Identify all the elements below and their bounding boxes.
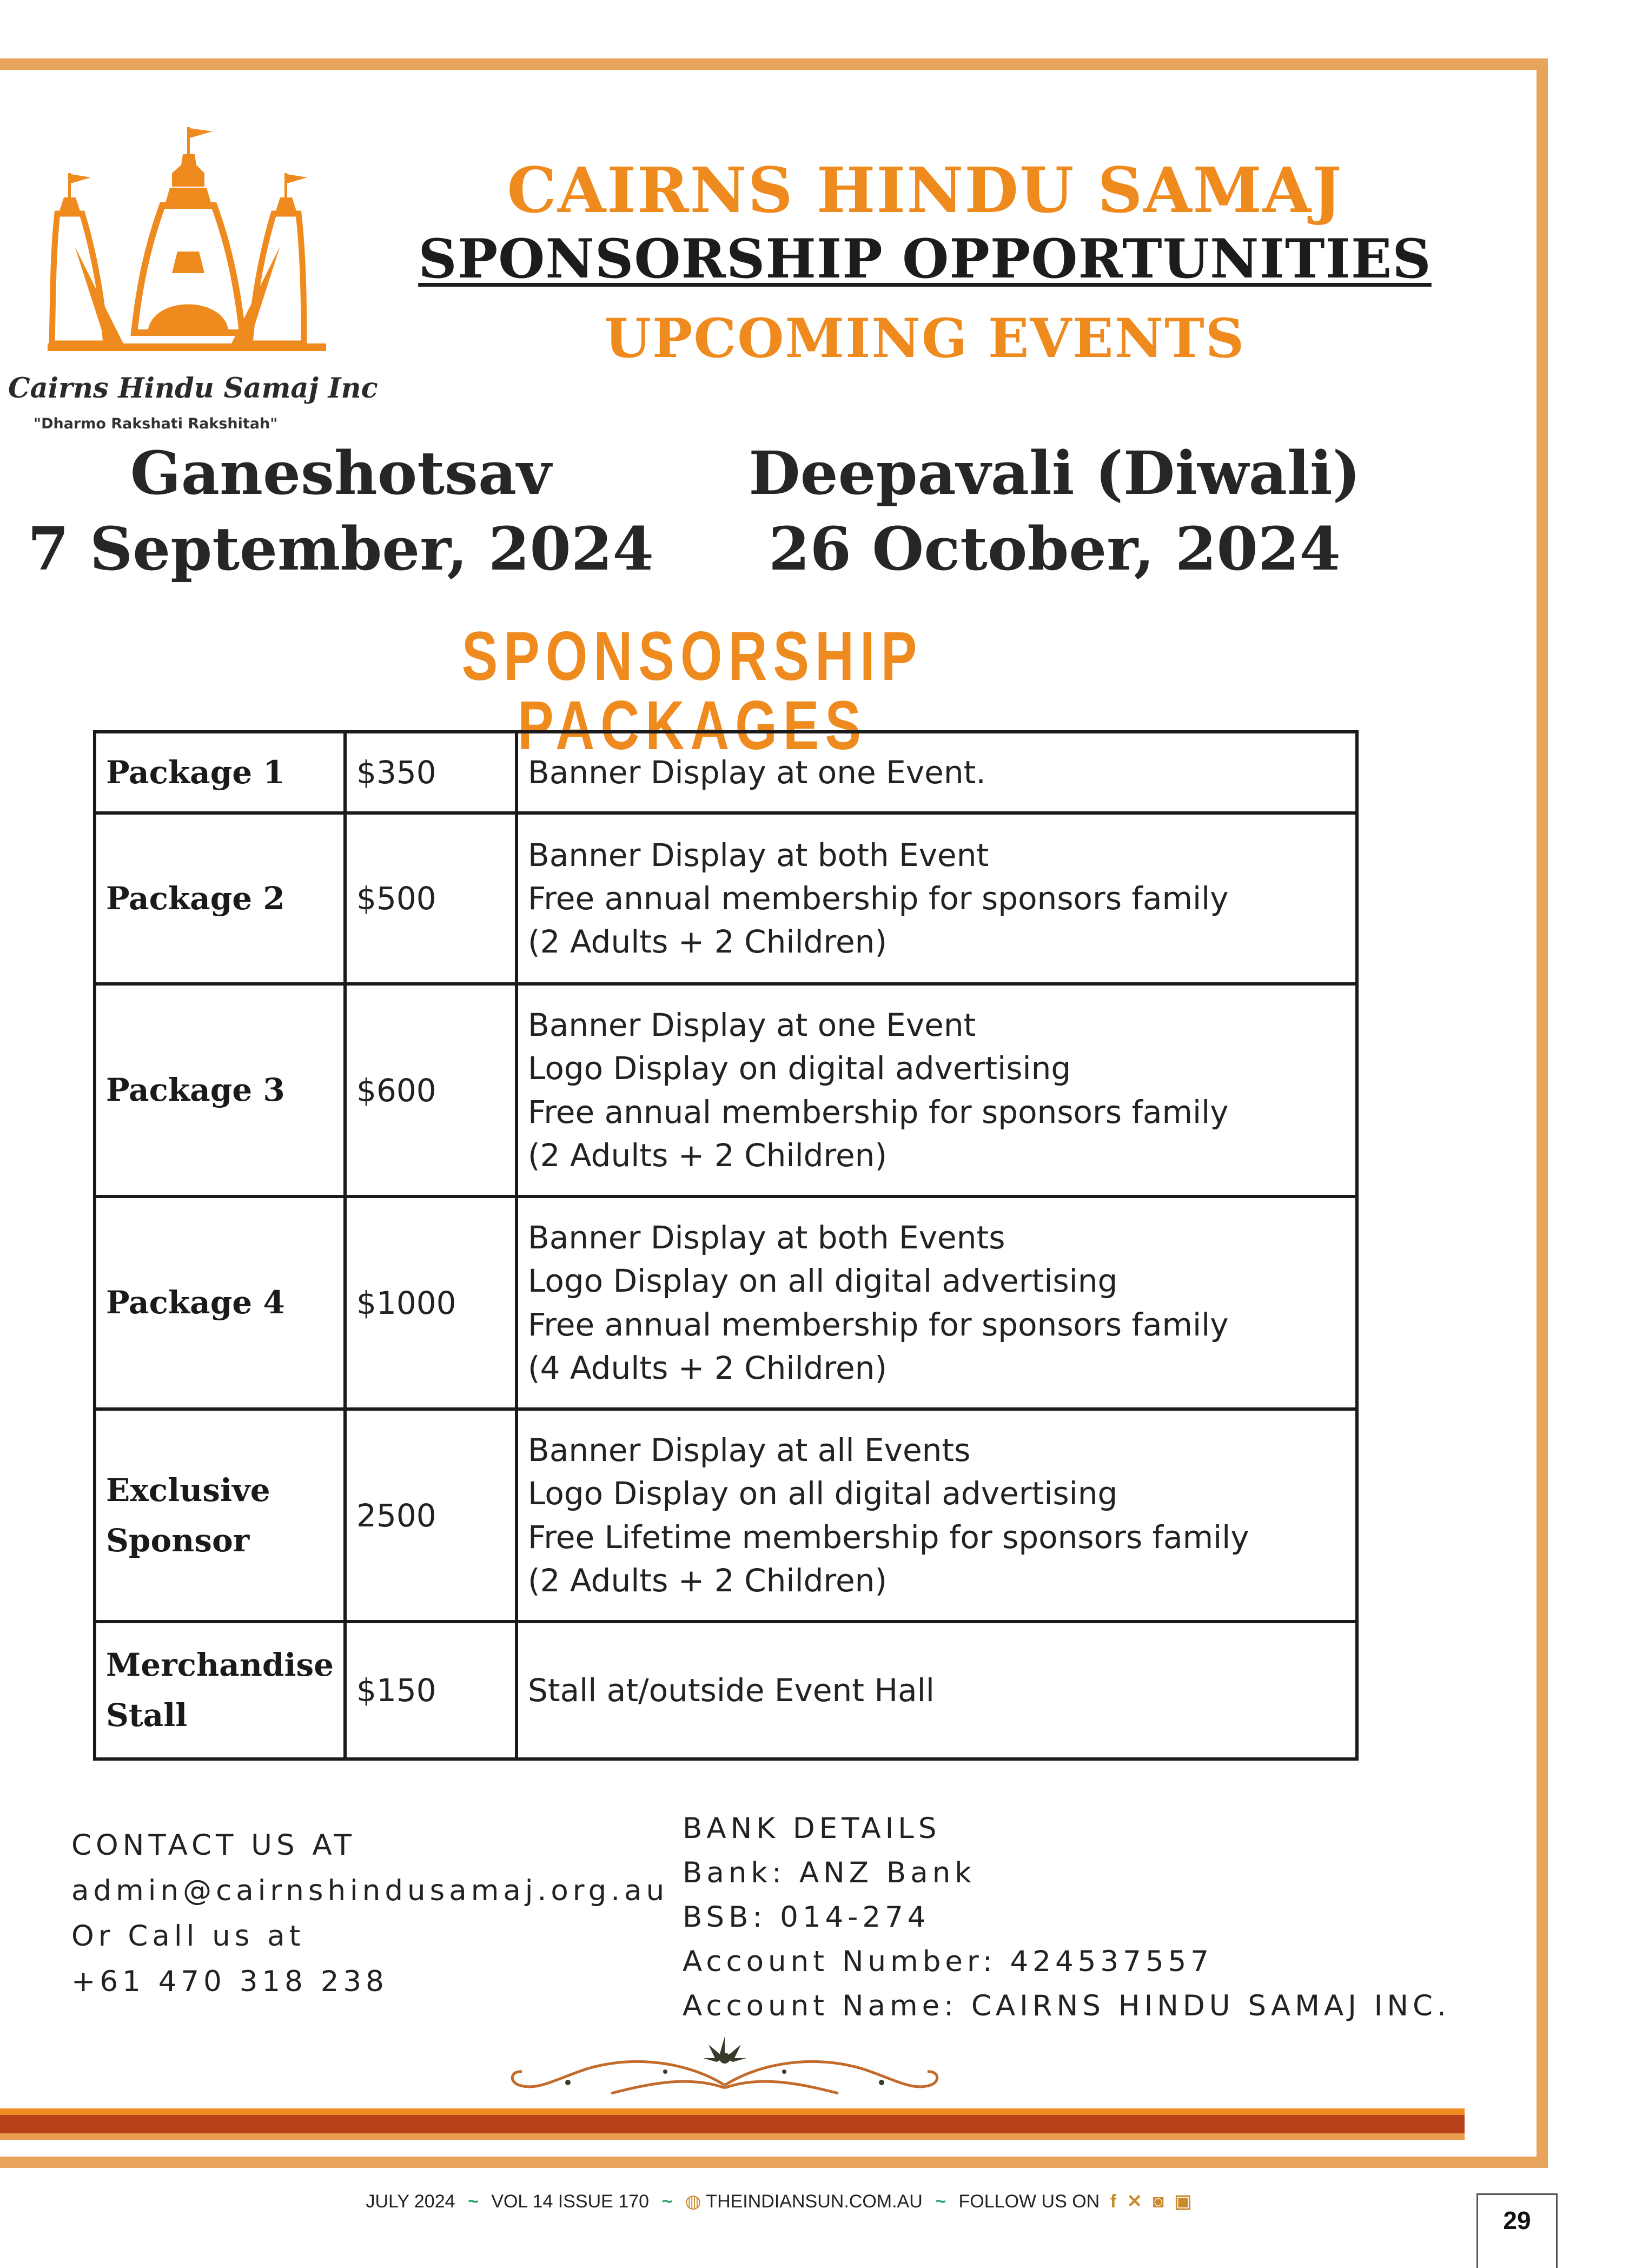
footer-site[interactable]: THEINDIANSUN.COM.AU: [706, 2191, 923, 2212]
contact-email[interactable]: admin@cairnshindusamaj.org.au: [71, 1874, 669, 1907]
org-heading: CAIRNS HINDU SAMAJ: [507, 154, 1343, 227]
package-name: Merchandise Stall: [95, 1622, 345, 1759]
package-feature: Stall at/outside Event Hall: [528, 1671, 935, 1709]
package-feature: Banner Display at all Events: [528, 1432, 971, 1469]
package-feature: Free Lifetime membership for sponsors family: [528, 1518, 1249, 1556]
youtube-icon[interactable]: ▣: [1174, 2191, 1192, 2212]
package-description: [516, 984, 1357, 1196]
page-number: 29: [1476, 2193, 1558, 2268]
package-feature: Free annual membership for sponsors family: [528, 1093, 1229, 1130]
logo-motto: "Dharmo Rakshati Rakshitah": [34, 415, 278, 432]
package-price: $1000: [345, 1196, 516, 1409]
page-title: SPONSORSHIP OPPORTUNITIES: [418, 228, 1432, 290]
packages-heading: SPONSORSHIP PACKAGES: [461, 618, 923, 764]
package-name: Package 1: [95, 732, 345, 813]
contact-phone[interactable]: +61 470 318 238: [71, 1965, 388, 1998]
packages-table: [93, 730, 1359, 1761]
contact-heading: CONTACT US AT: [71, 1829, 356, 1862]
package-name: Exclusive Sponsor: [95, 1409, 345, 1622]
facebook-icon[interactable]: f: [1110, 2191, 1117, 2212]
logo-name: Cairns Hindu Samaj Inc: [8, 372, 378, 405]
event-ganeshotsav: [22, 438, 660, 584]
contact-block: [71, 1823, 668, 2005]
magazine-footer: [0, 2191, 1558, 2212]
footer-follow: FOLLOW US ON: [958, 2191, 1100, 2212]
ornament-divider-icon: [503, 2034, 946, 2115]
event-date: 26 October, 2024: [769, 514, 1341, 584]
bank-account-name: Account Name: CAIRNS HINDU SAMAJ INC.: [683, 1989, 1451, 2022]
package-feature: (2 Adults + 2 Children): [528, 1562, 888, 1599]
package-description: [516, 732, 1357, 813]
table-row: [95, 732, 1357, 813]
table-row: [95, 1622, 1357, 1759]
package-name: Package 2: [95, 813, 345, 984]
package-feature: Banner Display at one Event: [528, 1007, 976, 1044]
temple-logo-icon: [42, 122, 332, 360]
table-row: [95, 1196, 1357, 1409]
package-name: Package 4: [95, 1196, 345, 1409]
footer-issue: JULY 2024: [366, 2191, 455, 2212]
package-price: 2500: [345, 1409, 516, 1622]
table-row: [95, 1409, 1357, 1622]
package-price: $500: [345, 813, 516, 984]
bank-heading: BANK DETAILS: [683, 1812, 941, 1845]
x-icon[interactable]: ✕: [1127, 2191, 1142, 2212]
package-feature: Logo Display on digital advertising: [528, 1050, 1071, 1087]
package-price: $600: [345, 984, 516, 1196]
event-date: 7 September, 2024: [28, 514, 654, 584]
package-price: $350: [345, 732, 516, 813]
package-feature: (4 Adults + 2 Children): [528, 1349, 888, 1386]
instagram-icon[interactable]: ◙: [1153, 2191, 1164, 2212]
event-name: Deepavali (Diwali): [749, 438, 1361, 508]
package-description: [516, 813, 1357, 984]
footer-stripe: [0, 2115, 1465, 2133]
upcoming-events-heading: UPCOMING EVENTS: [604, 307, 1246, 370]
package-feature: Banner Display at both Event: [528, 836, 989, 874]
wave-separator-icon: ~: [661, 2191, 673, 2212]
event-name: Ganeshotsav: [130, 438, 552, 508]
package-feature: Banner Display at one Event.: [528, 753, 986, 791]
package-description: [516, 1196, 1357, 1409]
package-feature: Free annual membership for sponsors family: [528, 1306, 1229, 1343]
package-feature: Logo Display on all digital advertising: [528, 1475, 1118, 1512]
package-feature: Logo Display on all digital advertising: [528, 1262, 1118, 1300]
package-feature: (2 Adults + 2 Children): [528, 923, 888, 961]
wave-separator-icon: ~: [468, 2191, 479, 2212]
bank-name: Bank: ANZ Bank: [683, 1856, 976, 1889]
bank-details-block: [683, 1807, 1451, 2028]
table-row: [95, 813, 1357, 984]
package-description: [516, 1622, 1357, 1759]
package-description: [516, 1409, 1357, 1622]
bank-account-number: Account Number: 424537557: [683, 1945, 1213, 1978]
package-feature: (2 Adults + 2 Children): [528, 1136, 888, 1174]
bank-bsb: BSB: 014-274: [683, 1901, 930, 1934]
globe-icon: ◍: [685, 2191, 701, 2212]
footer-stripe: [0, 2108, 1465, 2115]
footer-volume: VOL 14 ISSUE 170: [491, 2191, 650, 2212]
wave-separator-icon: ~: [935, 2191, 946, 2212]
package-price: $150: [345, 1622, 516, 1759]
table-row: [95, 984, 1357, 1196]
package-feature: Free annual membership for sponsors family: [528, 880, 1229, 917]
event-deepavali: [703, 438, 1406, 584]
contact-call-label: Or Call us at: [71, 1920, 305, 1953]
package-feature: Banner Display at both Events: [528, 1219, 1005, 1257]
package-name: Package 3: [95, 984, 345, 1196]
footer-stripe: [0, 2133, 1465, 2140]
